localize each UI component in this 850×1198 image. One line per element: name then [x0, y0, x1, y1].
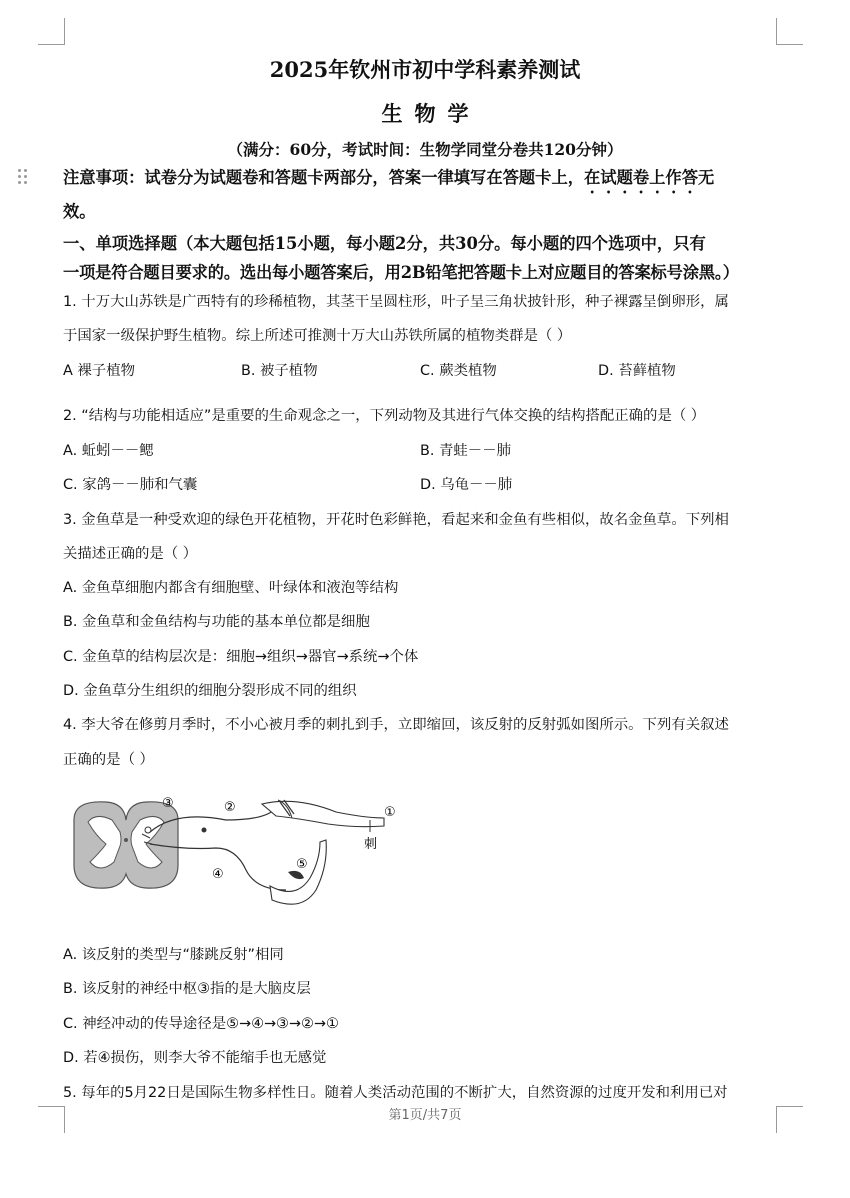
figure-label-1: ①	[384, 805, 396, 820]
q4-line-2: 正确的是（ ）	[63, 752, 154, 768]
q3-option-d: D. 金鱼草分生组织的细胞分裂形成不同的组织	[63, 683, 357, 699]
crop-mark-top-left	[38, 18, 65, 45]
q1-line-2: 于国家一级保护野生植物。综上所述可推测十万大山苏铁所属的植物类群是（ ）	[63, 328, 572, 344]
arm-illustration	[262, 800, 384, 904]
q3-option-c: C. 金鱼草的结构层次是：细胞→组织→器官→系统→个体	[63, 649, 419, 665]
q1-option-b: B. 被子植物	[241, 363, 318, 379]
q4-option-a: A. 该反射的类型与“膝跳反射”相同	[63, 947, 284, 963]
exam-title: 2025年钦州市初中学科素养测试	[269, 57, 581, 82]
q2-option-a: A. 蚯蚓－－鳃	[63, 443, 154, 459]
q4-line-1: 4. 李大爷在修剪月季时，不小心被月季的刺扎到手，立即缩回，该反射的反射弧如图所示。下列有关叙述	[63, 717, 729, 733]
q3-line-1: 3. 金鱼草是一种受欢迎的绿色开花植物，开花时色彩鲜艳，看起来和金鱼有些相似，故名金鱼草。下列相	[63, 512, 729, 528]
q4-option-b: B. 该反射的神经中枢③指的是大脑皮层	[63, 981, 311, 997]
q4-option-c: C. 神经冲动的传导途径是⑤→④→③→②→①	[63, 1016, 339, 1032]
figure-label-thorn: 刺	[364, 837, 378, 852]
section1-line-2: 一项是符合题目要求的。选出每小题答案后，用2B铅笔把答题卡上对应题目的答案标号涂黑。）	[63, 263, 739, 282]
figure-label-3: ③	[162, 796, 174, 811]
q1-option-d: D. 苔藓植物	[598, 363, 676, 379]
reflex-arc-figure	[66, 790, 406, 920]
figure-label-2: ②	[224, 800, 236, 815]
crop-mark-top-right	[776, 18, 803, 45]
q2-option-d: D. 乌龟－－肺	[420, 477, 513, 493]
q2-option-b: B. 青蛙－－肺	[420, 443, 511, 459]
q3-option-a: A. 金鱼草细胞内都含有细胞壁、叶绿体和液泡等结构	[63, 580, 399, 596]
page-number: 第1页/共7页	[388, 1108, 462, 1123]
q1-option-a: A 裸子植物	[63, 363, 135, 379]
q2-line-1: 2. “结构与功能相适应”是重要的生命观念之一，下列动物及其进行气体交换的结构搭配正确的是（ ）	[63, 408, 706, 424]
figure-label-5: ⑤	[296, 857, 308, 872]
q3-option-b: B. 金鱼草和金鱼结构与功能的基本单位都是细胞	[63, 614, 370, 630]
notice-line-2: 效。	[63, 202, 96, 221]
q3-line-2: 关描述正确的是（ ）	[63, 546, 198, 562]
q1-option-c: C. 蕨类植物	[420, 363, 497, 379]
q4-option-d: D. 若④损伤，则李大爷不能缩手也无感觉	[63, 1050, 327, 1066]
q1-line-1: 1. 十万大山苏铁是广西特有的珍稀植物，其茎干呈圆柱形，叶子呈三角状披针形，种子裸露呈倒卵形，属	[63, 294, 729, 310]
notice-line-1: 注意事项：试卷分为试题卷和答题卡两部分，答案一律填写在答题卡上，在试题卷上作答无	[63, 168, 715, 187]
drag-handle-icon[interactable]	[18, 169, 30, 187]
figure-label-4: ④	[212, 867, 224, 882]
spinal-cord-section	[74, 802, 178, 888]
exam-info: （满分：60分，考试时间：生物学同堂分卷共120分钟）	[227, 140, 623, 159]
q2-option-c: C. 家鸽－－肺和气囊	[63, 477, 198, 493]
subject-title: 生物学	[381, 101, 481, 126]
section1-line-1: 一、单项选择题（本大题包括15小题，每小题2分，共30分。每小题的四个选项中，只有	[63, 234, 706, 253]
q5-line-1: 5. 每年的5月22日是国际生物多样性日。随着人类活动范围的不断扩大，自然资源的过度开发和利用已对	[63, 1085, 728, 1101]
